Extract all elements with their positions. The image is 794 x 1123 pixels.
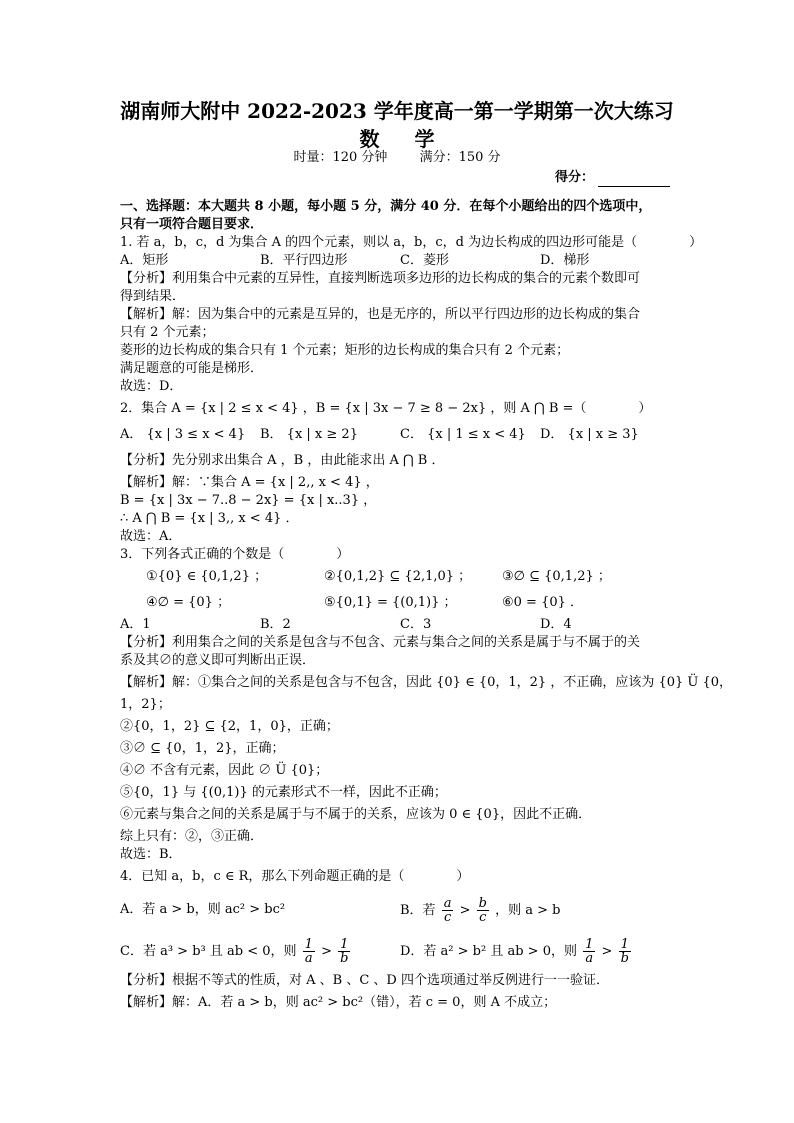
q4-option-d — [400, 938, 680, 965]
frac-numerator: 1 — [585, 936, 594, 952]
q1-option-a: A．矩形 — [120, 253, 169, 268]
q3-analysis-1: 【分析】利用集合之间的关系是包含与不包含、元素与集合之间的关系是属于与不属于的关 — [120, 635, 641, 650]
section-heading-line-2: 只有一项符合题目要求． — [120, 217, 264, 232]
q3-solution-7: ⑥元素与集合之间的关系是属于与不属于的关系，应该为 0 ∈ {0}，因此不正确． — [120, 807, 592, 822]
q3-solution-4: ③∅ ⊆ {0，1，2}，正确； — [120, 741, 285, 756]
q3-statement-4: ④∅ = {0} ； — [146, 595, 231, 610]
q3-statement-1: ①{0} ∈ {0,1,2} ； — [146, 569, 268, 584]
q1-analysis-1: 【分析】利用集合中元素的互异性，直接判断选项多边形的边长构成的集合的元素个数即可 — [120, 271, 641, 286]
q4-option-c-frac-right — [338, 938, 350, 965]
q4-option-d-gt: > — [601, 943, 613, 959]
frac-numerator: b — [478, 895, 487, 911]
q4-option-b-suffix: ，则 a > b — [495, 902, 561, 918]
frac-numerator: 1 — [338, 938, 350, 952]
q4-option-c-prefix: C．若 a³ > b³ 且 ab < 0，则 — [120, 943, 297, 959]
q4-stem: 4．已知 a，b，c ∈ R，那么下列命题正确的是（ ） — [120, 869, 470, 884]
q1-solution-5: 故选：D． — [120, 379, 183, 394]
q3-solution-2: 1，2}； — [120, 697, 171, 712]
q3-solution-1: 【解析】解：①集合之间的关系是包含与不包含，因此 {0} ∈ {0，1，2} ，不正确，应该为 {0} Ü {0， — [120, 675, 733, 690]
q3-statement-3: ③∅ ⊆ {0,1,2} ； — [502, 569, 611, 584]
exam-info — [0, 149, 794, 167]
q4-options-row-2 — [120, 930, 680, 972]
q4-analysis: 【分析】根据不等式的性质，对 A 、B 、C 、D 四个选项通过举反例进行一一验证． — [120, 973, 609, 988]
q4-option-a: A．若 a > b，则 ac² > bc² — [120, 902, 286, 917]
frac-numerator: 1 — [619, 938, 631, 952]
score-blank — [598, 172, 670, 187]
q1-analysis-2: 得到结果． — [120, 289, 186, 304]
q1-option-d: D．梯形 — [540, 253, 590, 268]
q3-statement-5: ⑤{0,1} = {(0,1)} ； — [324, 595, 457, 610]
q2-analysis: 【分析】先分别求出集合 A ，B ，由此能求出 A ⋂ B ． — [120, 453, 445, 468]
exam-content — [120, 198, 733, 1016]
q3-solution-9: 故选：B． — [120, 847, 182, 862]
frac-denominator: b — [340, 950, 349, 966]
q3-solution-6: ⑤{0，1} 与 {(0,1)} 的元素形式不一样，因此不正确； — [120, 785, 447, 800]
q4-option-d-frac-left — [583, 938, 595, 965]
q3-option-c: C．3 — [400, 617, 432, 632]
q3-statements-row-1 — [120, 564, 680, 590]
q3-option-d: D．4 — [540, 617, 572, 632]
q3-solution-3: ②{0，1，2} ⊆ {2，1，0}，正确； — [120, 719, 339, 734]
frac-numerator: a — [443, 895, 452, 911]
exam-title: 湖南师大附中 2022-2023 学年度高一第一学期第一次大练习 — [120, 99, 674, 123]
q3-statements-row-2 — [120, 590, 680, 616]
score-field — [555, 169, 670, 187]
q3-solution-8: 综上只有：②，③正确． — [120, 829, 264, 844]
section-heading-line-1: 一、选择题：本大题共 8 小题，每小题 5 分，满分 40 分．在每个小题给出的四个选项中， — [120, 199, 652, 214]
q3-statement-2: ②{0,1,2} ⊆ {2,1,0} ； — [324, 569, 472, 584]
q4-option-b-prefix: B．若 — [400, 902, 436, 918]
q1-options — [120, 252, 680, 270]
q2-option-b: B． {x | x ≥ 2} — [260, 427, 358, 442]
q3-statement-6: ⑥0 = {0} ． — [502, 595, 584, 610]
q2-solution-2: B = {x | 3x − 7..8 − 2x} = {x | x..3} ， — [120, 493, 377, 508]
q1-solution-1: 【解析】解：因为集合中的元素是互异的，也是无序的，所以平行四边形的边长构成的集合 — [120, 307, 641, 322]
q2-option-d: D． {x | x ≥ 3} — [540, 427, 639, 442]
q4-option-b-frac-right — [477, 897, 489, 924]
q4-option-c — [120, 938, 400, 965]
q3-option-b: B．2 — [260, 617, 291, 632]
q2-option-a: A． {x | 3 ≤ x < 4} — [120, 427, 246, 442]
q3-analysis-2: 系及其∅的意义即可判断出正误． — [120, 653, 316, 668]
score-label: 得分： — [555, 170, 595, 185]
q4-option-d-frac-right — [619, 938, 631, 965]
q1-option-c: C．菱形 — [400, 253, 449, 268]
frac-numerator: 1 — [304, 936, 313, 952]
exam-time: 时量：120 分钟 — [293, 150, 388, 165]
q4-option-b-gt: > — [459, 902, 471, 918]
frac-denominator: c — [479, 909, 487, 925]
frac-denominator: a — [304, 950, 313, 966]
q2-option-c: C． {x | 1 ≤ x < 4} — [400, 427, 526, 442]
q2-options — [120, 422, 680, 448]
q4-option-b-frac-left — [442, 897, 454, 924]
q2-solution-4: 故选：A． — [120, 529, 182, 544]
exam-subject: 数 学 — [359, 127, 449, 151]
frac-denominator: c — [443, 909, 452, 925]
q2-solution-3: ∴ A ⋂ B = {x | 3,, x < 4} ． — [120, 511, 299, 526]
q3-option-a: A．1 — [120, 617, 151, 632]
q3-solution-5: ④∅ 不含有元素，因此 ∅ Ü {0}； — [120, 763, 329, 778]
frac-denominator: b — [620, 950, 629, 966]
q4-option-b — [400, 897, 680, 924]
q4-option-c-frac-left — [303, 938, 315, 965]
q4-solution: 【解析】解：A．若 a > b，则 ac² > bc²（错），若 c = 0，则 A 不成立； — [120, 995, 557, 1010]
q3-options — [120, 616, 680, 634]
q1-solution-4: 满足题意的可能是梯形． — [120, 361, 264, 376]
q4-option-c-gt: > — [321, 943, 332, 959]
q2-stem: 2．集合 A = {x | 2 ≤ x < 4} ，B = {x | 3x − 7 ≥ 8 − 2x} ，则 A ⋂ B =（ ） — [120, 401, 652, 416]
q1-option-b: B．平行四边形 — [260, 253, 348, 268]
q4-option-d-prefix: D．若 a² > b² 且 ab > 0，则 — [400, 943, 577, 959]
q2-solution-1: 【解析】解：∵集合 A = {x | 2,, x < 4} ， — [120, 475, 379, 490]
q3-stem: 3．下列各式正确的个数是（ ） — [120, 547, 350, 562]
frac-denominator: a — [585, 950, 594, 966]
exam-full-score: 满分：150 分 — [419, 150, 501, 165]
q1-stem: 1. 若 a，b，c，d 为集合 A 的四个元素，则以 a，b，c，d 为边长构成的四边形可能是（ ） — [120, 235, 703, 250]
q4-options-row-1 — [120, 890, 680, 930]
q1-solution-3: 菱形的边长构成的集合只有 1 个元素；矩形的边长构成的集合只有 2 个元素； — [120, 343, 570, 358]
q1-solution-2: 只有 2 个元素； — [120, 325, 215, 340]
